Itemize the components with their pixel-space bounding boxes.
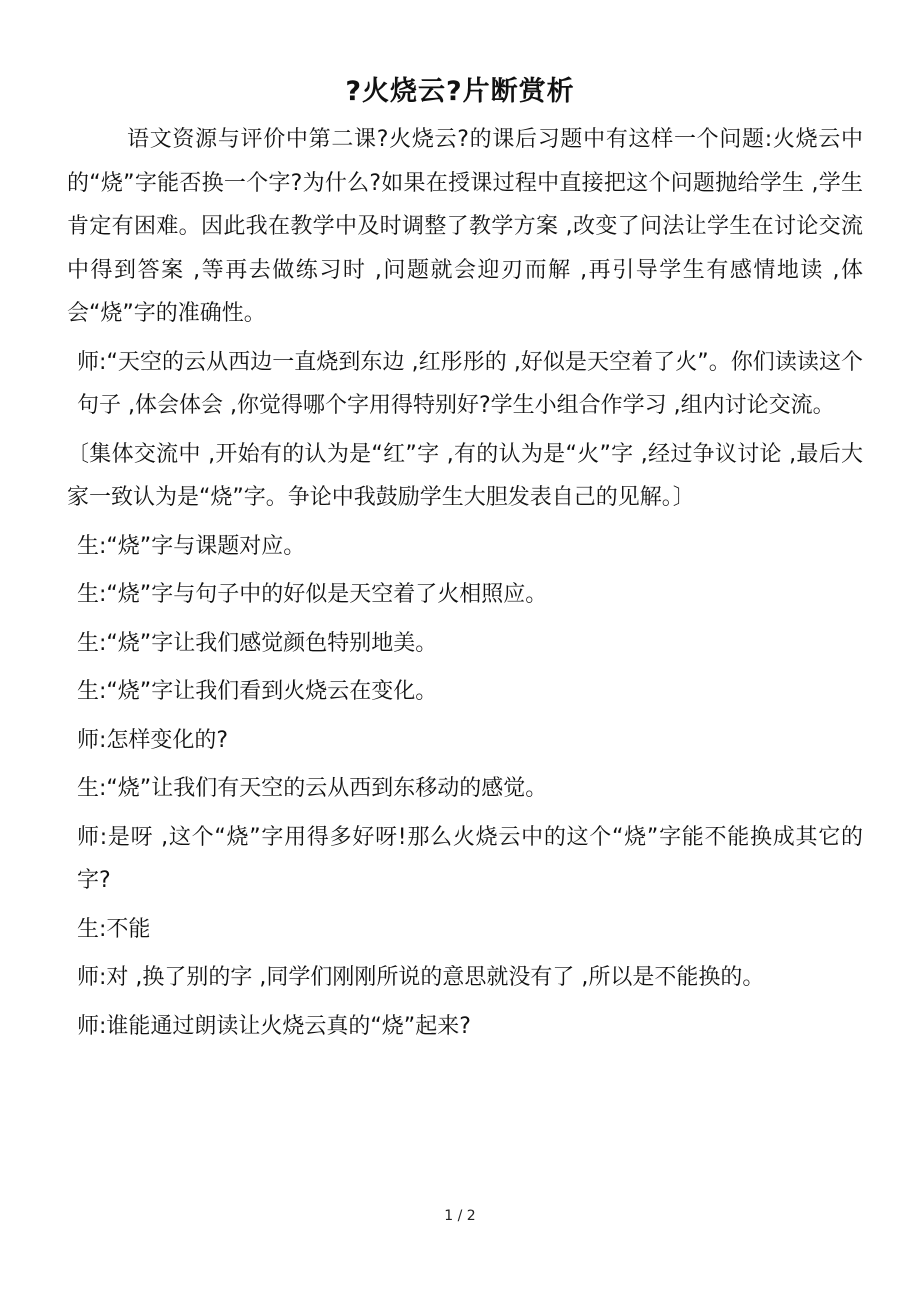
dialogue-line: 师:谁能通过朗读让火烧云真的“烧”起来? <box>77 1013 471 1039</box>
paragraph-teacher-question: 师:“天空的云从西边一直烧到东边 ,红彤彤的 ,好似是天空着了火”。你们读读这个句子 ,体会体会 ,你觉得哪个字用得特别好?学生小组合作学习 ,组内讨论交流。 <box>77 349 863 418</box>
dialogue-line: 师:对 ,换了别的字 ,同学们刚刚所说的意思就没有了 ,所以是不能换的。 <box>77 965 765 990</box>
dialogue-line: 生:“烧”字与句子中的好似是天空着了火相照应。 <box>77 582 548 607</box>
dialogue-line: 生:“烧”字让我们看到火烧云在变化。 <box>77 679 438 704</box>
dialogue-line: 师:怎样变化的? <box>77 727 229 753</box>
dialogue-line: 生:“烧”字与课题对应。 <box>77 533 306 559</box>
page-number: 1 / 2 <box>444 1208 476 1224</box>
document-body <box>67 118 863 1053</box>
dialogue-line: 生:“烧”让我们有天空的云从西到东移动的感觉。 <box>77 776 548 801</box>
paragraph-discussion-note: 〔集体交流中 ,开始有的认为是“红”字 ,有的认为是“火”字 ,经过争议讨论 ,最后大家一致认为是“烧”字。争论中我鼓励学生大胆发表自己的见解。〕 <box>67 441 863 510</box>
dialogue-line: 生:“烧”字让我们感觉颜色特别地美。 <box>77 630 438 656</box>
document-title: ?火烧云?片断赏析 <box>345 76 575 107</box>
paragraph-teacher-followup: 师:是呀 ,这个“烧”字用得多好呀!那么火烧云中的这个“烧”字能不能换成其它的字? <box>77 824 863 893</box>
paragraph-intro: 语文资源与评价中第二课?火烧云?的课后习题中有这样一个问题:火烧云中的“烧”字能否换一个字?为什么?如果在授课过程中直接把这个问题抛给学生 ,学生肯定有困难。因此我在教学中及时调整了教学方案 ,改变了问法让学生在讨论交流中得到答案 ,等再去做练习时 ,问题就会迎刃而解 ,再引导学生有感情地读 ,体会“烧”字的准确性。 <box>67 127 863 326</box>
dialogue-line: 生:不能 <box>77 916 151 942</box>
